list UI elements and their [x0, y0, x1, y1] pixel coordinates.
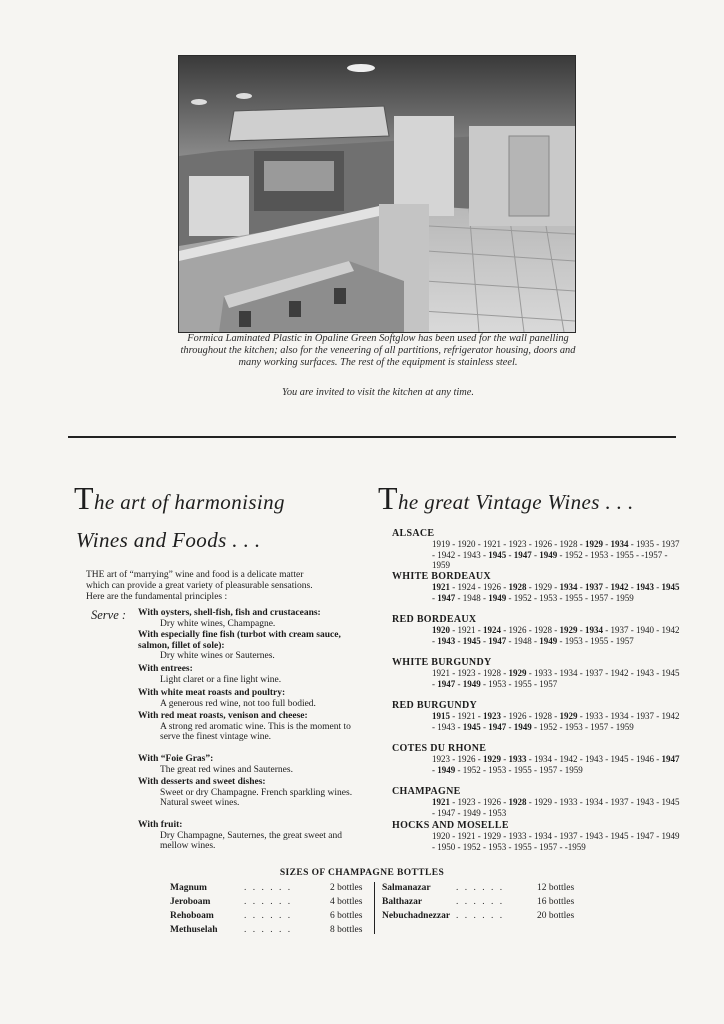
- vintage-year: 1937: [636, 711, 654, 721]
- vintage-year: 1937: [559, 831, 578, 841]
- vintage-year: 1926: [508, 625, 527, 635]
- dot-leader: . . . . . .: [244, 883, 293, 893]
- pairing-item: [138, 608, 370, 629]
- vintage-year: 1949: [462, 807, 481, 818]
- bottle-sizes-left: [170, 881, 370, 937]
- vintage-year: 1957: [615, 635, 634, 646]
- vintage-year: 1921: [483, 539, 501, 549]
- bottle-sizes-heading: SIZES OF CHAMPAGNE BOTTLES: [279, 868, 445, 878]
- vintage-year: 1919: [432, 539, 450, 549]
- region-years: 1919 - 1920 - 1921 - 1923 - 1926 - 1928 - 1929 - 1934 - 1935 - 1937 - 1942 - 1943 - 1945 - 1947 - 1949 - 1952 - 1953 - 1955 - -1957 - 1959: [432, 539, 680, 570]
- vintage-year: 1928: [483, 668, 501, 678]
- vintage-year: 1943: [585, 831, 603, 841]
- vintage-year: 1953: [488, 807, 507, 818]
- vintage-year: 1923: [457, 668, 476, 678]
- vintage-region: [392, 657, 692, 689]
- vintage-year: 1933: [508, 831, 527, 841]
- vintage-year: 1943: [462, 549, 481, 560]
- vintage-year: 1942: [661, 625, 680, 635]
- vintage-region: [392, 571, 692, 603]
- pairing-title: With especially fine fish (turbot with cream sauce, salmon, fillet of sole):: [138, 630, 341, 651]
- vintage-year: 1946: [636, 754, 654, 764]
- vintage-year: 1926: [534, 539, 552, 549]
- pairing-item: [138, 664, 370, 685]
- vintage-year: 1945: [488, 549, 507, 560]
- region-years: 1920 - 1921 - 1929 - 1933 - 1934 - 1937 - 1943 - 1945 - 1947 - 1949 - 1950 - 1952 - 1953 - 1955 - 1957 - -1959: [432, 831, 680, 852]
- dot-leader: . . . . . .: [244, 897, 293, 907]
- pairing-description: Dry white wines or Sauternes.: [160, 651, 275, 661]
- bottle-count: 20 bottles: [537, 911, 575, 921]
- vintage-year: 1933: [585, 711, 603, 721]
- vintage-year: 1957: [539, 841, 558, 852]
- vintage-year: 1952: [564, 549, 583, 560]
- vintage-year: 1934: [585, 797, 603, 807]
- vintage-region: [392, 786, 692, 818]
- right-heading: [378, 480, 634, 517]
- vintage-year: 1921: [432, 797, 450, 807]
- bottle-size-row: [170, 895, 370, 909]
- vintage-year: 1940: [636, 625, 654, 635]
- bottle-count: 2 bottles: [330, 883, 363, 893]
- pairing-item: [138, 711, 370, 743]
- region-name: COTES DU RHONE: [392, 743, 487, 754]
- vintage-year: 1929: [585, 539, 603, 549]
- vintage-year: 1953: [488, 841, 507, 852]
- vintage-year: 1934: [534, 831, 552, 841]
- region-name: RED BURGUNDY: [392, 700, 477, 711]
- bottle-size-row: [170, 881, 370, 895]
- pairing-title: With “Foie Gras”:: [138, 754, 214, 764]
- bottle-name: Salmanazar: [382, 883, 431, 893]
- region-name: WHITE BURGUNDY: [392, 657, 492, 668]
- vintage-year: 1957: [539, 764, 558, 775]
- vintage-year: 1928: [508, 797, 527, 807]
- visit-invitation: You are invited to visit the kitchen at any time.: [282, 387, 474, 398]
- bottle-count: 4 bottles: [330, 897, 363, 907]
- vintage-year: 1921: [457, 711, 476, 721]
- vintage-year: 1920: [432, 625, 450, 635]
- region-name: CHAMPAGNE: [392, 786, 461, 797]
- vintage-year: 1921: [432, 582, 450, 592]
- vintage-year: 1929: [559, 625, 578, 635]
- vintage-year: 1921: [457, 831, 476, 841]
- vintage-year: 1928: [508, 582, 527, 592]
- region-name: WHITE BORDEAUX: [392, 571, 491, 582]
- vintage-year: 1953: [564, 635, 583, 646]
- dot-leader: . . . . . .: [456, 883, 505, 893]
- left-heading-line2: Wines and Foods . . .: [76, 528, 261, 552]
- pairing-description: A strong red aromatic wine. This is the moment to serve the finest vintage wine.: [160, 721, 351, 742]
- vintage-year: 1921: [432, 668, 450, 678]
- vintage-year: 1949: [539, 635, 558, 646]
- vintage-year: 1952: [513, 592, 532, 603]
- vintage-year: 1934: [559, 582, 578, 592]
- vintage-year: 1947: [488, 635, 507, 646]
- pairing-description: A generous red wine, not too full bodied.: [160, 698, 316, 709]
- vintage-year: 1933: [508, 754, 527, 764]
- vintage-year: 1948: [513, 635, 532, 646]
- region-name: ALSACE: [392, 528, 435, 539]
- bottle-name: Methuselah: [170, 925, 218, 935]
- pairing-title: With white meat roasts and poultry:: [138, 688, 286, 698]
- vintage-year: 1945: [610, 831, 629, 841]
- bottle-name: Magnum: [170, 883, 207, 893]
- left-heading: [74, 480, 285, 517]
- vintage-year: 1937: [661, 539, 680, 549]
- vintage-year: 1953: [564, 721, 583, 732]
- vintage-year: 1959: [615, 721, 634, 732]
- dot-leader: . . . . . .: [244, 925, 293, 935]
- vintage-year: 1945: [610, 754, 629, 764]
- pairing-description: Light claret or a fine light wine.: [160, 674, 282, 685]
- right-heading-text: he great Vintage Wines . . .: [397, 490, 634, 514]
- vintage-year: 1945: [661, 668, 680, 678]
- pairing-title: With entrees:: [138, 664, 193, 674]
- bottle-sizes-right: [382, 881, 602, 923]
- right-heading-cap: T: [378, 480, 398, 516]
- vintage-year: 1929: [483, 831, 501, 841]
- vintage-year: 1935: [636, 539, 654, 549]
- vintage-year: 1926: [457, 754, 476, 764]
- vintage-year: 1959: [564, 764, 583, 775]
- bottle-size-row: [170, 909, 370, 923]
- bottle-name: Rehoboam: [170, 911, 214, 921]
- vintage-year: 1947: [437, 807, 456, 818]
- region-years: 1923 - 1926 - 1929 - 1933 - 1934 - 1942 - 1943 - 1945 - 1946 - 1947 - 1949 - 1952 - 1953 - 1955 - 1957 - 1959: [432, 754, 680, 775]
- vintage-year: 1933: [534, 668, 552, 678]
- vintage-year: 1942: [610, 668, 629, 678]
- vintage-year: 1923: [457, 797, 476, 807]
- vintage-year: 1943: [636, 797, 654, 807]
- left-heading-text: he art of harmonising: [93, 490, 285, 514]
- region-years: 1921 - 1924 - 1926 - 1928 - 1929 - 1934 - 1937 - 1942 - 1943 - 1945 - 1947 - 1948 - 1949 - 1952 - 1953 - 1955 - 1957 - 1959: [432, 582, 680, 603]
- bottle-count: 6 bottles: [330, 911, 363, 921]
- vintage-year: 1929: [483, 754, 501, 764]
- vintage-year: 1952: [462, 841, 481, 852]
- vintage-year: 1945: [462, 721, 481, 732]
- pairing-description: Dry white wines, Champagne.: [160, 618, 276, 629]
- vintage-year: 1959: [432, 560, 450, 570]
- vintage-year: 1929: [508, 668, 527, 678]
- vintage-year: 1923: [508, 539, 527, 549]
- vintage-year: -1959: [564, 841, 586, 852]
- vintage-year: 1949: [488, 592, 507, 603]
- vintage-year: 1929: [559, 711, 578, 721]
- vintage-year: 1949: [513, 721, 532, 732]
- vintage-year: 1955: [590, 635, 609, 646]
- vintage-year: 1943: [437, 635, 456, 646]
- vintage-year: 1953: [488, 764, 507, 775]
- vintage-year: 1929: [534, 582, 552, 592]
- pairing-description: The great red wines and Sauternes.: [160, 764, 293, 775]
- region-years: 1920 - 1921 - 1924 - 1926 - 1928 - 1929 - 1934 - 1937 - 1940 - 1942 - 1943 - 1945 - 1947 - 1948 - 1949 - 1953 - 1955 - 1957: [432, 625, 680, 646]
- vintage-year: 1945: [661, 797, 680, 807]
- vintage-year: 1957: [539, 678, 558, 689]
- pairing-title: With desserts and sweet dishes:: [138, 777, 266, 787]
- vintage-year: 1915: [432, 711, 450, 721]
- left-heading-cap: T: [74, 480, 94, 516]
- vintage-year: 1952: [462, 764, 481, 775]
- vintage-year: 1934: [610, 711, 629, 721]
- vintage-year: 1934: [559, 668, 578, 678]
- vintage-year: 1928: [534, 711, 552, 721]
- bottle-name: Nebuchadnezzar: [382, 911, 451, 921]
- pairing-title: With red meat roasts, venison and cheese:: [138, 711, 308, 721]
- vintage-year: 1949: [539, 549, 558, 560]
- region-years: 1915 - 1921 - 1923 - 1926 - 1928 - 1929 - 1933 - 1934 - 1937 - 1942 - 1943 - 1945 - 1947 - 1949 - 1952 - 1953 - 1957 - 1959: [432, 711, 680, 732]
- vintage-year: 1955: [513, 678, 532, 689]
- bottle-name: Balthazar: [382, 897, 423, 907]
- vintage-year: 1955: [615, 549, 634, 560]
- region-years: 1921 - 1923 - 1926 - 1928 - 1929 - 1933 - 1934 - 1937 - 1943 - 1945 - 1947 - 1949 - 1953: [432, 797, 680, 818]
- pairing-description: Sweet or dry Champagne. French sparkling wines. Natural sweet wines.: [160, 787, 353, 808]
- vintage-year: 1943: [636, 582, 654, 592]
- pairing-item: [138, 630, 370, 662]
- bottle-size-row: [382, 881, 602, 895]
- pairing-item: [138, 754, 370, 775]
- vintage-year: 1953: [488, 678, 507, 689]
- vintage-year: 1949: [661, 831, 680, 841]
- vintage-year: 1955: [513, 841, 532, 852]
- vintage-year: 1957: [590, 721, 609, 732]
- kitchen-photo: [178, 55, 576, 333]
- vintage-year: 1948: [462, 592, 481, 603]
- vintage-year: 1937: [585, 668, 603, 678]
- section-divider: [68, 436, 676, 438]
- vintage-year: 1924: [457, 582, 476, 592]
- photo-caption: Formica Laminated Plastic in Opaline Green Softglow has been used for the wall panelling throughout the kitchen; also for the veneering of all partitions, refrigerator housing, doors and many working surfaces. The rest of the equipment is stainless steel.: [180, 333, 576, 368]
- vintage-year: 1934: [534, 754, 552, 764]
- vintage-year: 1924: [483, 625, 501, 635]
- vintage-region: [392, 743, 692, 775]
- pairing-item: [138, 820, 370, 852]
- region-name: RED BORDEAUX: [392, 614, 477, 625]
- vintage-year: 1953: [590, 549, 609, 560]
- bottle-count: 12 bottles: [537, 883, 575, 893]
- pairing-item: [138, 777, 370, 809]
- vintage-year: 1947: [636, 831, 654, 841]
- dot-leader: . . . . . .: [456, 911, 505, 921]
- vintage-year: 1949: [437, 764, 456, 775]
- vintage-region: [392, 820, 692, 852]
- bottle-size-row: [170, 923, 370, 937]
- bottle-size-row: [382, 909, 602, 923]
- region-name: HOCKS AND MOSELLE: [392, 820, 509, 831]
- vintage-year: 1942: [610, 582, 629, 592]
- vintage-year: 1949: [462, 678, 481, 689]
- vintage-year: 1942: [437, 549, 456, 560]
- serve-label: Serve :: [91, 608, 127, 622]
- vintage-year: 1952: [539, 721, 558, 732]
- vintage-year: 1933: [559, 797, 578, 807]
- vintage-year: 1920: [432, 831, 450, 841]
- vintage-year: 1923: [483, 711, 501, 721]
- vintage-year: 1926: [508, 711, 527, 721]
- vintage-year: 1957: [590, 592, 609, 603]
- vintage-year: 1959: [615, 592, 634, 603]
- intro-paragraph: THE art of “marrying” wine and food is a delicate matter which can provide a great variety of pleasurable sensations. Here are the fundamental principles :: [86, 570, 313, 602]
- vintage-year: 1950: [437, 841, 456, 852]
- vintage-year: 1926: [483, 797, 501, 807]
- pairing-description: Dry Champagne, Sauternes, the great sweet and mellow wines.: [160, 830, 343, 851]
- vintage-year: 1934: [610, 539, 629, 549]
- bottle-size-row: [382, 895, 602, 909]
- vintage-year: -1957: [641, 549, 663, 560]
- vintage-year: 1943: [636, 668, 654, 678]
- vintage-year: 1921: [457, 625, 476, 635]
- dot-leader: . . . . . .: [244, 911, 293, 921]
- vintage-year: 1947: [488, 721, 507, 732]
- bottle-count: 16 bottles: [537, 897, 575, 907]
- vintage-year: 1943: [585, 754, 603, 764]
- bottle-count: 8 bottles: [330, 925, 363, 935]
- vintage-region: [392, 614, 692, 646]
- bottle-sizes-divider: [374, 882, 375, 934]
- vintage-year: 1947: [437, 678, 456, 689]
- vintage-year: 1937: [610, 625, 629, 635]
- vintage-year: 1945: [462, 635, 481, 646]
- vintage-year: 1947: [661, 754, 680, 764]
- vintage-year: 1942: [661, 711, 680, 721]
- pairing-title: With oysters, shell-fish, fish and crustaceans:: [138, 608, 321, 618]
- vintage-year: 1937: [610, 797, 629, 807]
- vintage-year: 1947: [437, 592, 456, 603]
- vintage-year: 1945: [661, 582, 680, 592]
- vintage-year: 1929: [534, 797, 552, 807]
- vintage-year: 1937: [585, 582, 603, 592]
- vintage-region: [392, 528, 692, 571]
- vintage-year: 1947: [513, 549, 532, 560]
- vintage-year: 1920: [457, 539, 476, 549]
- vintage-year: 1923: [432, 754, 450, 764]
- vintage-year: 1953: [539, 592, 558, 603]
- vintage-year: 1942: [559, 754, 578, 764]
- dot-leader: . . . . . .: [456, 897, 505, 907]
- pairing-title: With fruit:: [138, 820, 183, 830]
- vintage-year: 1926: [483, 582, 501, 592]
- vintage-year: 1955: [564, 592, 583, 603]
- vintage-year: 1943: [437, 721, 456, 732]
- vintage-year: 1934: [585, 625, 603, 635]
- bottle-name: Jeroboam: [170, 897, 211, 907]
- vintage-region: [392, 700, 692, 732]
- vintage-year: 1955: [513, 764, 532, 775]
- vintage-year: 1928: [559, 539, 578, 549]
- vintage-year: 1928: [534, 625, 552, 635]
- region-years: 1921 - 1923 - 1928 - 1929 - 1933 - 1934 - 1937 - 1942 - 1943 - 1945 - 1947 - 1949 - 1953 - 1955 - 1957: [432, 668, 680, 689]
- pairing-item: [138, 688, 370, 709]
